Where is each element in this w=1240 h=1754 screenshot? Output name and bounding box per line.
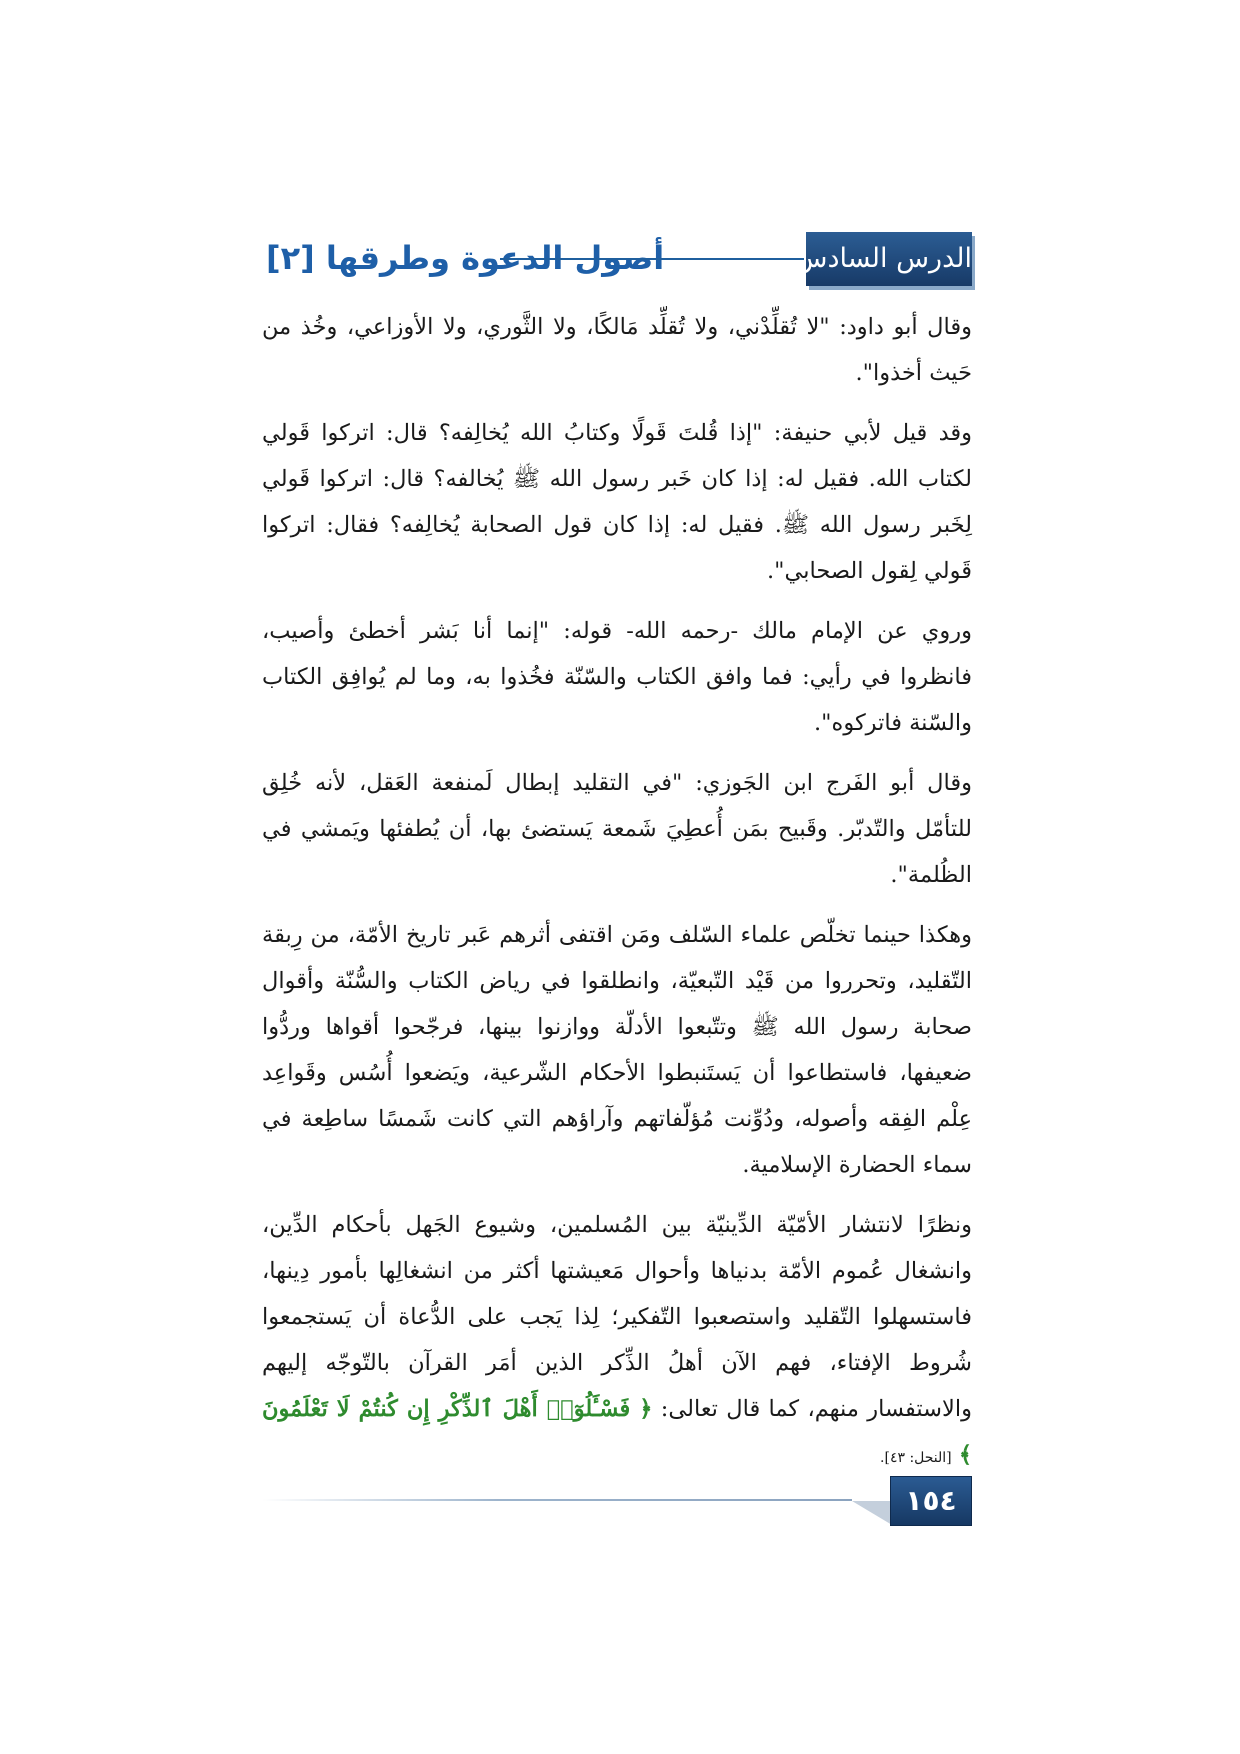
page-number-box: [890, 1476, 972, 1526]
quran-verse: ﴿ فَسْـَٔلُوٓا۟ أَهْلَ ٱلذِّكْرِ إِن كُنتُمْ لَا تَعْلَمُونَ ﴾: [262, 1396, 972, 1468]
paragraph-salaf-scholars: وهكذا حينما تخلّص علماء السّلف ومَن اقتفى أثرهم عَبر تاريخ الأمّة، من رِبقة التّقليد، وتحرروا من قَيْد التّبعيّة، وانطلقوا في رياض الكتاب والسُّنّة وأقوال صحابة رسول الله ﷺ وتتّبعوا الأدلّة ووازنوا بينها، فرجّحوا أقواها وردُّوا ضعيفها، فاستطاعوا أن يَستَنبطوا الأحكام الشّرعية، ويَضعوا أُسُس وقَواعِد عِلْم الفِقه وأصوله، ودُوِّنت مُؤلّفاتهم وآراؤهم التي كانت شَمسًا ساطِعة في سماء الحضارة الإسلامية.: [262, 922, 972, 1178]
header-divider: [500, 258, 804, 260]
page-number: ١٥٤: [905, 1484, 957, 1517]
page-body: [262, 304, 972, 1495]
paragraph-text: ونظرًا لانتشار الأمّيّة الدِّينيّة بين المُسلمين، وشيوع الجَهل بأحكام الدِّين، وانشغال عُموم الأمّة بدنياها وأحوال مَعيشتها أكثر من انشغالِها بأمور دِينها، فاستسهلوا التّقليد واستصعبوا التّفكير؛ لِذا يَجب على الدُّعاة أن يَستجمعوا شُروط الإفتاء، فهم الآن أهلُ الذِّكر الذين أمَر القرآن بالتّوجّه إليهم والاستفسار منهم، كما قال تعالى:: [262, 1212, 972, 1422]
paragraph-religious-illiteracy: [262, 1202, 972, 1481]
paragraph-ibn-al-jawzi: وقال أبو الفَرج ابن الجَوزي: "في التقليد إبطال لَمنفعة العَقل، لأنه خُلِق للتأمّل والتّدبّر. وقَبيح بمَن أُعطِيَ شَمعة يَستضئ بها، أن يُطفئها ويَمشي في الظُلمة".: [262, 770, 972, 888]
paragraph-abu-dawud: وقال أبو داود: "لا تُقلِّدْني، ولا تُقلِّد مَالكًا، ولا الثَّوري، ولا الأوزاعي، وخُذ من حَيث أخذوا".: [262, 314, 972, 386]
page-footer: [262, 1476, 972, 1532]
page-header: [262, 232, 972, 288]
quran-reference: [النحل: ٤٣].: [880, 1450, 952, 1466]
paragraph-imam-malik: وروي عن الإمام مالك -رحمه الله- قوله: "إنما أنا بَشر أخطئ وأصيب، فانظروا في رأيي: فما وافق الكتاب والسّنّة فخُذوا به، وما لم يُوافِق الكتاب والسّنة فاتركوه".: [262, 618, 972, 736]
footer-wedge-decoration: [852, 1501, 892, 1525]
footer-divider: [262, 1499, 852, 1501]
paragraph-abu-hanifa: وقد قيل لأبي حنيفة: "إذا قُلتَ قَولًا وكتابُ الله يُخالِفه؟ قال: اتركوا قَولي لكتاب الله. فقيل له: إذا كان خَبر رسول الله ﷺ يُخالفه؟ قال: اتركوا قَولي لِخَبر رسول الله ﷺ. فقيل له: إذا كان قول الصحابة يُخالِفه؟ فقال: اتركوا قَولي لِقول الصحابي".: [262, 420, 972, 584]
lesson-badge: [794, 232, 972, 286]
book-title: أصول الدعوة وطرقها [٢]: [266, 239, 665, 277]
lesson-label: الدرس السادس: [794, 243, 972, 274]
